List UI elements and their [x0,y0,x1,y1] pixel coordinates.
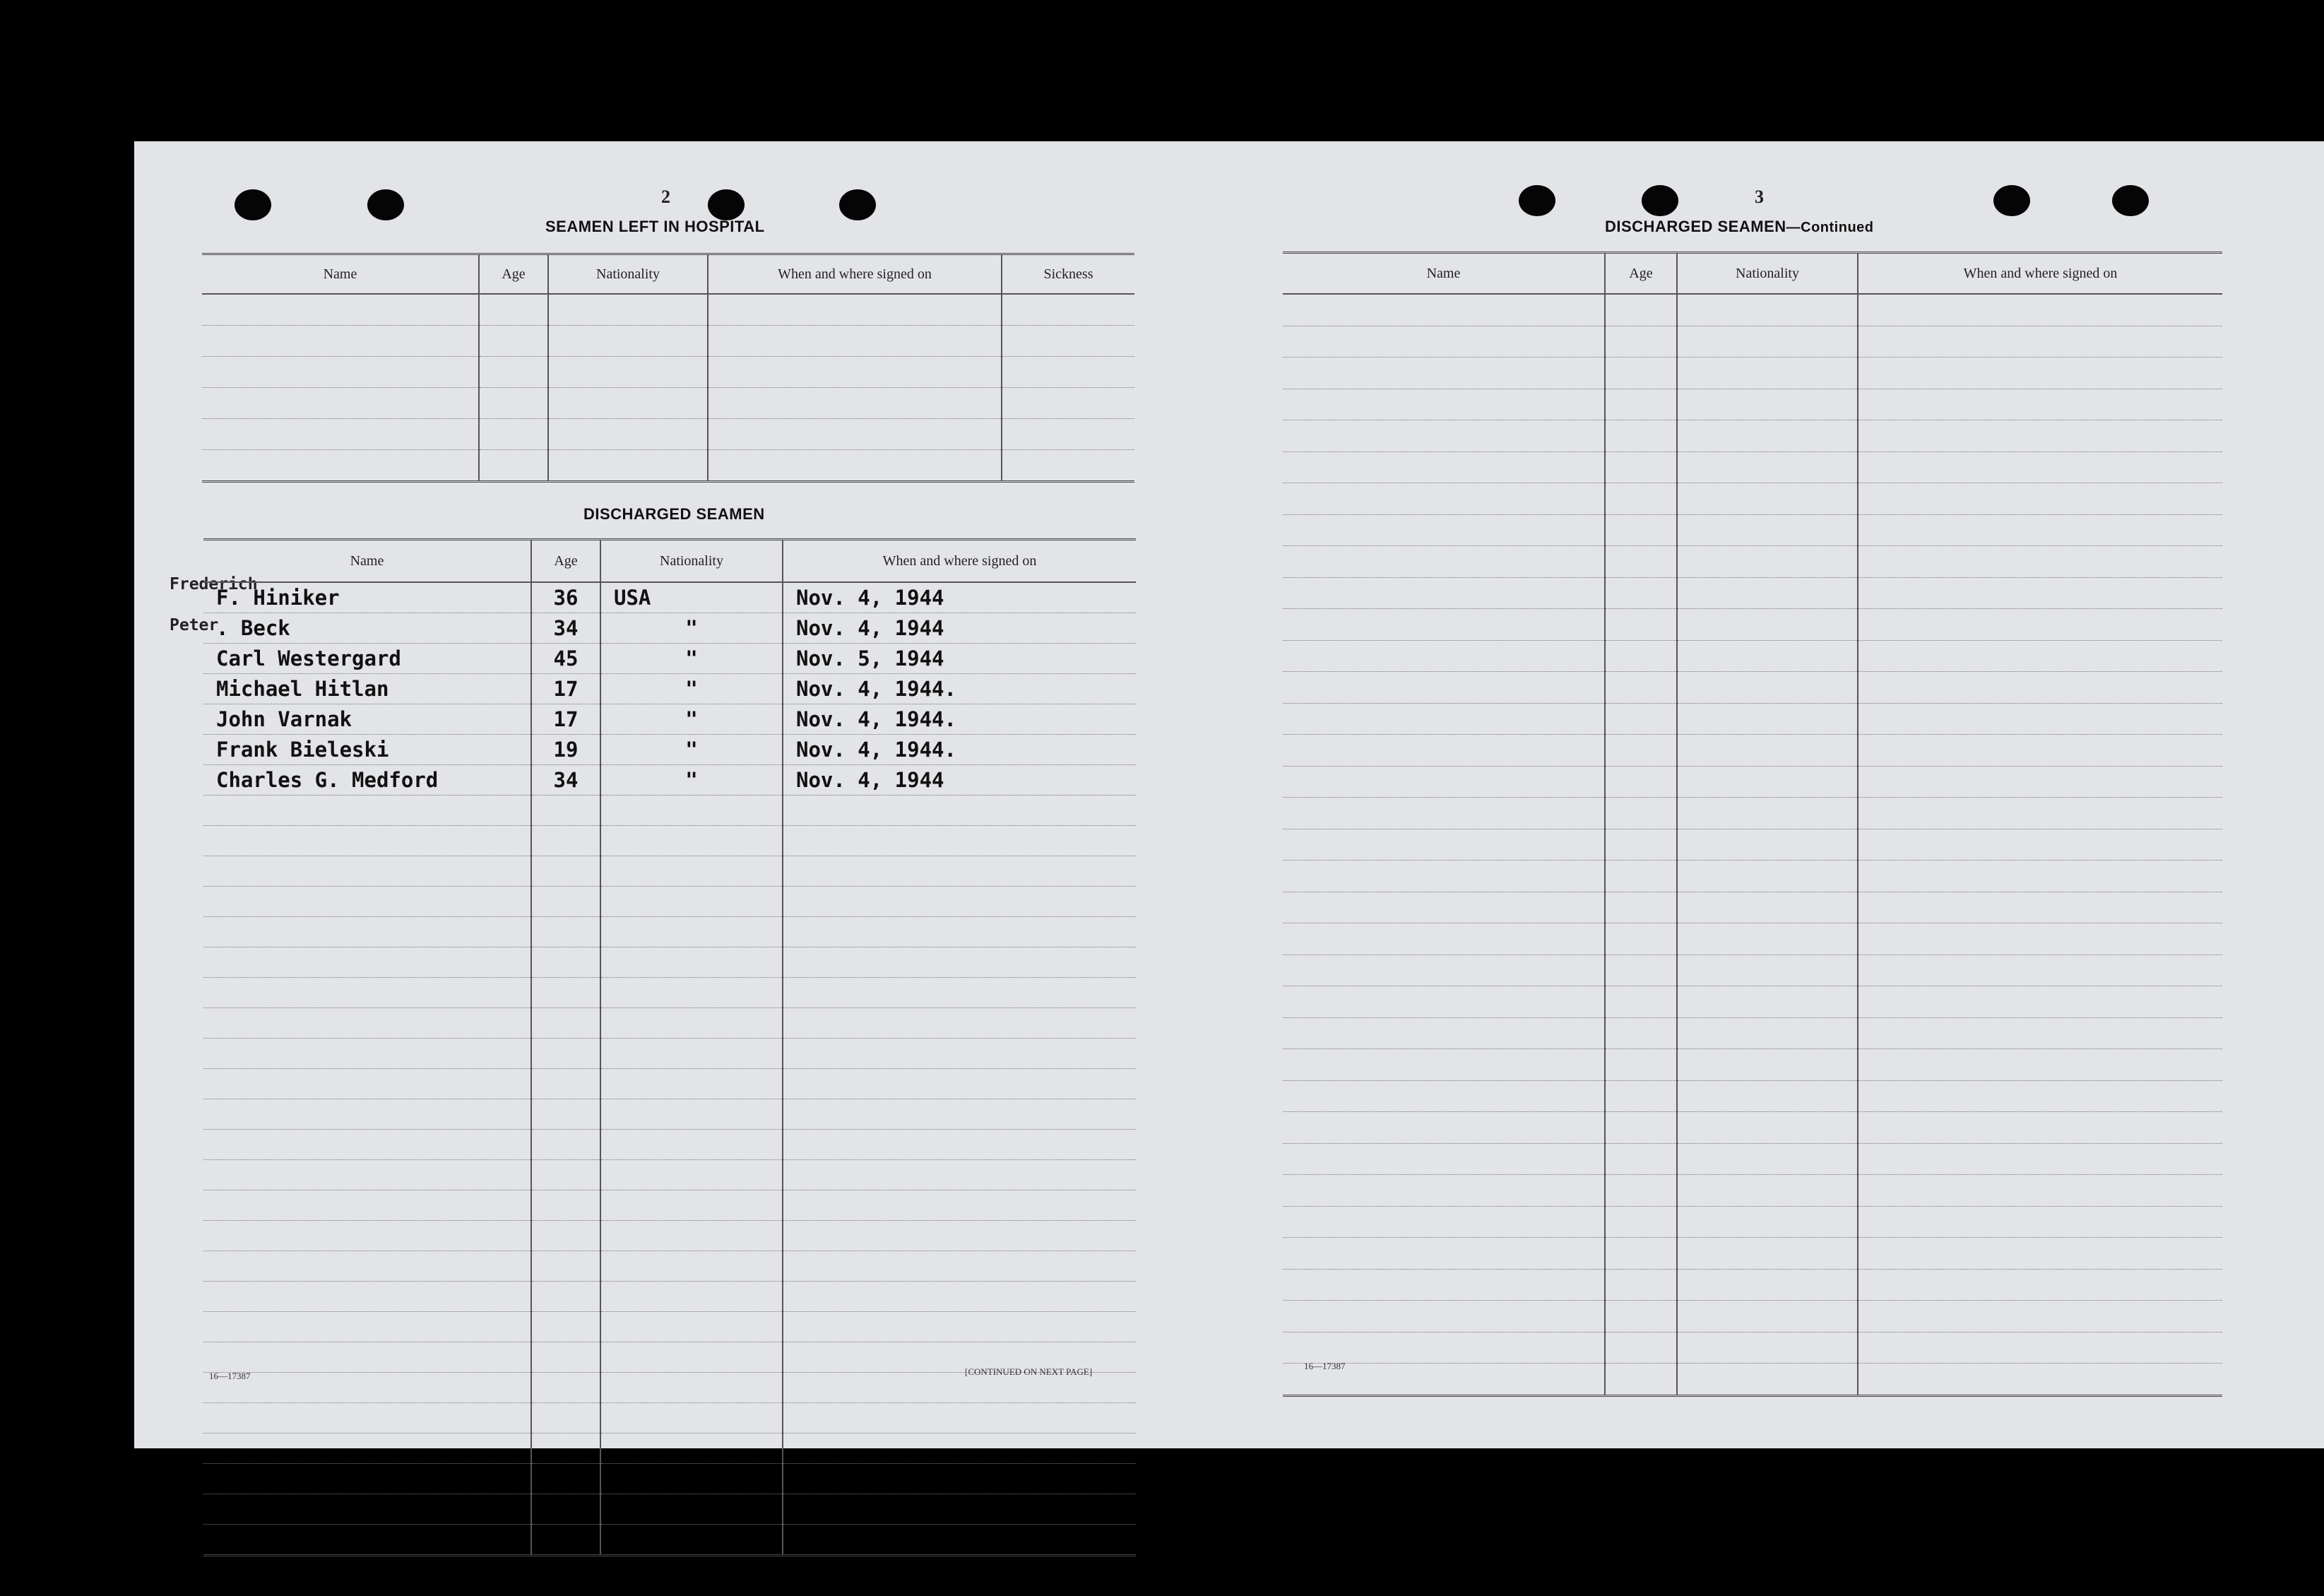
punch-hole [1993,185,2030,216]
table-row [1283,357,2222,389]
col-name: Name [202,254,479,295]
seaman-nationality: " [600,674,783,704]
table-row [203,1282,1136,1312]
table-row [203,765,1136,796]
form-number: 16—17387 [209,1371,251,1381]
table-row [203,1312,1136,1342]
table-row [1283,892,2222,923]
col-signed-on: When and where signed on [708,254,1002,295]
col-nationality: Nationality [600,540,783,583]
table-row [1283,1332,2222,1364]
table-row [203,1039,1136,1069]
seaman-age: 17 [531,704,600,735]
punch-hole [235,189,271,220]
table-row [203,1099,1136,1130]
table-row [1283,1238,2222,1270]
table-row [1283,640,2222,672]
punch-hole [708,189,745,220]
table-row [203,947,1136,978]
handwritten-first-name: Frederich [170,575,258,593]
seaman-age: 34 [531,613,600,644]
seaman-name: Michael Hitlan [203,674,531,704]
right-header-row [1283,253,2222,295]
table-row [203,1069,1136,1099]
punch-hole [367,189,404,220]
table-row [1283,483,2222,515]
table-row [1283,1017,2222,1049]
right-discharged-table [1283,252,2222,1397]
col-nationality: Nationality [548,254,708,295]
col-name: Name [203,540,531,583]
punch-hole [2112,185,2149,216]
table-row [1283,577,2222,609]
seaman-signed-on: Nov. 4, 1944 [783,582,1136,613]
right-heading-main: DISCHARGED SEAMEN [1605,218,1786,235]
seaman-name: . Beck [203,613,531,644]
form-number: 16—17387 [1304,1361,1346,1371]
table-row [1283,1301,2222,1332]
table-row [1283,1143,2222,1175]
table-row [203,1403,1136,1434]
table-row [1283,294,2222,326]
table-row [1283,1112,2222,1144]
right-page-number: 3 [1755,187,1764,207]
table-row [1283,798,2222,829]
seaman-signed-on: Nov. 4, 1944. [783,704,1136,735]
hospital-table [202,253,1134,483]
seaman-name: F. Hiniker [203,582,531,613]
table-row [203,1130,1136,1160]
discharged-table [203,538,1136,1556]
seaman-nationality: " [600,613,783,644]
col-age: Age [1605,253,1677,295]
seaman-age: 19 [531,735,600,765]
table-row [203,917,1136,947]
col-nationality: Nationality [1677,253,1858,295]
table-row [203,1008,1136,1039]
table-row [1283,766,2222,798]
table-row [1283,986,2222,1018]
table-row [203,1160,1136,1190]
seaman-age: 45 [531,644,600,674]
table-row [203,1251,1136,1282]
table-row [203,796,1136,826]
table-row [1283,672,2222,704]
table-row [203,887,1136,917]
table-row [1283,451,2222,483]
hospital-header-row [202,254,1134,295]
table-row [1283,829,2222,861]
table-row [203,1434,1136,1464]
seaman-nationality: USA [600,582,783,613]
table-row [202,450,1134,482]
seaman-signed-on: Nov. 4, 1944 [783,765,1136,796]
seaman-signed-on: Nov. 4, 1944. [783,735,1136,765]
col-signed-on: When and where signed on [783,540,1136,583]
discharged-header-row [203,540,1136,583]
table-row [1283,420,2222,452]
table-row [1283,1364,2222,1396]
table-row [1283,389,2222,420]
table-row [203,704,1136,735]
handwritten-first-name: Peter [170,616,219,634]
table-row [1283,861,2222,892]
seaman-signed-on: Nov. 5, 1944 [783,644,1136,674]
right-heading-continued: —Continued [1786,220,1874,235]
col-age: Age [479,254,548,295]
seaman-name: Charles G. Medford [203,765,531,796]
table-row [1283,546,2222,578]
continued-note: [CONTINUED ON NEXT PAGE] [965,1366,1093,1377]
table-row [202,326,1134,357]
seaman-name: Frank Bieleski [203,735,531,765]
table-row [203,1190,1136,1221]
table-row [1283,514,2222,546]
table-row [203,856,1136,887]
table-row [1283,954,2222,986]
col-signed-on: When and where signed on [1858,253,2222,295]
seaman-name: Carl Westergard [203,644,531,674]
table-row [203,1525,1136,1556]
table-row [202,294,1134,326]
document-sheet [134,141,2324,1448]
table-row [1283,1080,2222,1112]
table-row [202,419,1134,450]
punch-hole [1642,185,1678,216]
seaman-age: 34 [531,765,600,796]
table-row [1283,735,2222,767]
table-row [202,388,1134,419]
seaman-nationality: " [600,735,783,765]
punch-hole [1519,185,1555,216]
seaman-signed-on: Nov. 4, 1944. [783,674,1136,704]
table-row [1283,1175,2222,1207]
right-discharged-heading [1605,218,1874,236]
seaman-age: 36 [531,582,600,613]
table-row [1283,326,2222,357]
table-row [203,978,1136,1008]
table-row [203,826,1136,856]
col-sickness: Sickness [1002,254,1134,295]
hospital-heading: SEAMEN LEFT IN HOSPITAL [545,218,765,235]
table-row [1283,609,2222,641]
table-row [1283,923,2222,955]
left-page-number: 2 [661,187,670,207]
seaman-nationality: " [600,765,783,796]
table-row [1283,1049,2222,1081]
seaman-name: John Varnak [203,704,531,735]
seaman-nationality: " [600,704,783,735]
punch-hole [839,189,876,220]
seaman-nationality: " [600,644,783,674]
col-name: Name [1283,253,1605,295]
seaman-age: 17 [531,674,600,704]
table-row [203,674,1136,704]
table-row [203,735,1136,765]
table-row [1283,703,2222,735]
table-row [1283,1206,2222,1238]
table-row [203,1464,1136,1494]
table-row [203,613,1136,644]
table-row [203,1221,1136,1251]
table-row [203,582,1136,613]
table-row [1283,1269,2222,1301]
table-row [203,644,1136,674]
seaman-signed-on: Nov. 4, 1944 [783,613,1136,644]
discharged-heading: DISCHARGED SEAMEN [583,505,765,523]
table-row [202,357,1134,388]
table-row [203,1494,1136,1525]
col-age: Age [531,540,600,583]
